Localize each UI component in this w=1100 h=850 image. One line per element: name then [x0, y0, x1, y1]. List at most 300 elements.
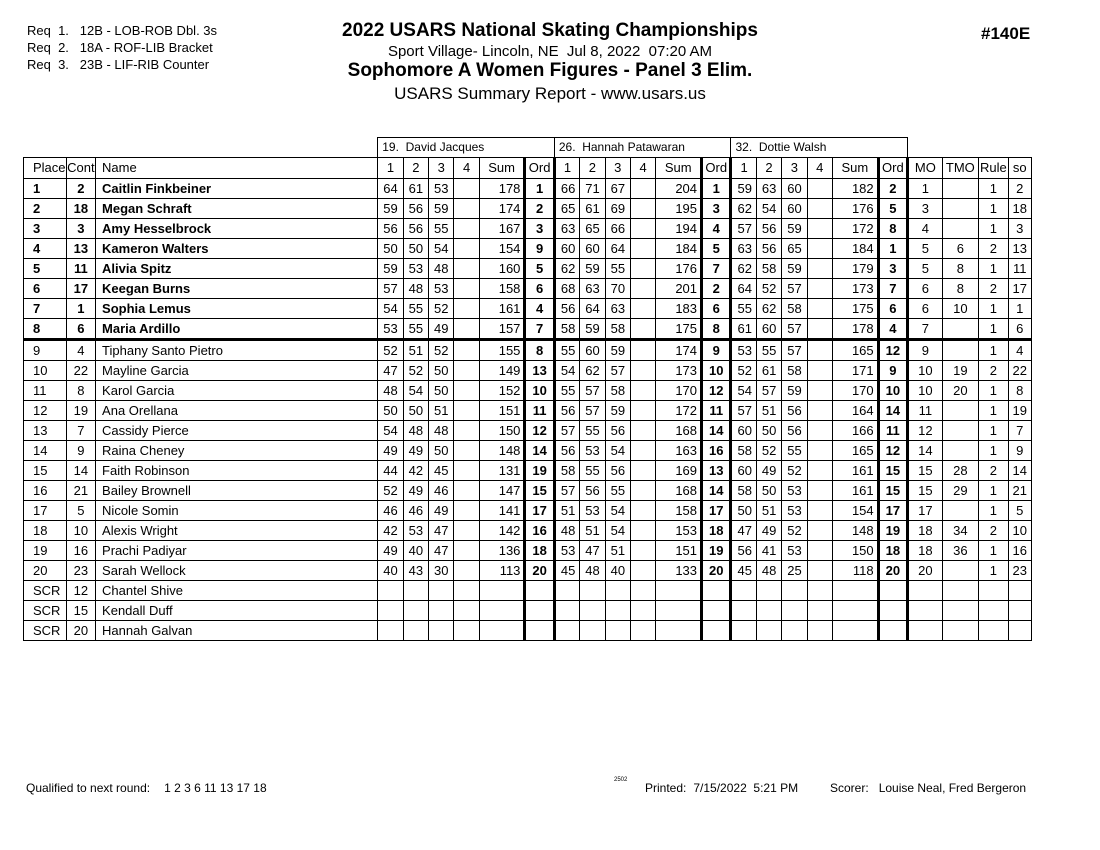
place-cell: 3 — [24, 218, 67, 238]
score-cell: 42 — [403, 460, 428, 480]
score-cell: 53 — [580, 440, 605, 460]
judge-sub-header-cell: 4 — [630, 157, 655, 178]
score-cell: 55 — [756, 339, 781, 360]
ord-cell — [525, 580, 554, 600]
score-cell — [630, 360, 655, 380]
score-cell: 71 — [580, 178, 605, 198]
place-cell: SCR — [24, 580, 67, 600]
score-cell — [454, 440, 479, 460]
table-row — [24, 580, 1032, 600]
score-cell — [378, 620, 403, 640]
score-cell: 49 — [403, 480, 428, 500]
rule-cell: 1 — [979, 218, 1008, 238]
table-row — [24, 520, 1032, 540]
score-cell — [403, 600, 428, 620]
page-title: 2022 USARS National Skating Championships — [342, 20, 758, 41]
score-cell: 58 — [554, 318, 579, 339]
score-cell: 56 — [554, 440, 579, 460]
mo-cell: 5 — [908, 238, 943, 258]
score-cell: 56 — [782, 400, 807, 420]
ord-cell: 6 — [878, 298, 907, 318]
score-cell: 46 — [378, 500, 403, 520]
mo-cell: 10 — [908, 380, 943, 400]
score-cell: 49 — [756, 460, 781, 480]
tmo-cell: 34 — [942, 520, 979, 540]
results-table — [23, 137, 1032, 641]
score-cell: 50 — [756, 480, 781, 500]
sum-cell: 176 — [832, 198, 878, 218]
sum-cell: 178 — [832, 318, 878, 339]
score-cell: 51 — [429, 400, 454, 420]
so-cell: 18 — [1008, 198, 1031, 218]
score-cell: 57 — [580, 400, 605, 420]
sum-cell: 153 — [656, 520, 702, 540]
score-cell: 53 — [782, 480, 807, 500]
tmo-cell: 28 — [942, 460, 979, 480]
score-cell: 59 — [429, 198, 454, 218]
contestant-number-cell: 3 — [66, 218, 95, 238]
sum-cell: 170 — [832, 380, 878, 400]
score-cell — [454, 298, 479, 318]
score-cell — [630, 298, 655, 318]
score-cell — [429, 600, 454, 620]
score-cell: 60 — [782, 178, 807, 198]
printed-label: Printed: — [645, 781, 687, 795]
rule-cell: 1 — [979, 560, 1008, 580]
score-cell — [454, 318, 479, 339]
score-cell: 49 — [403, 440, 428, 460]
score-cell — [630, 600, 655, 620]
score-cell: 49 — [378, 440, 403, 460]
score-cell — [454, 420, 479, 440]
tmo-cell — [942, 600, 979, 620]
score-cell: 52 — [429, 298, 454, 318]
score-cell: 53 — [429, 278, 454, 298]
mo-cell: 6 — [908, 298, 943, 318]
rule-cell: 1 — [979, 178, 1008, 198]
sum-cell: 131 — [479, 460, 525, 480]
score-cell: 48 — [378, 380, 403, 400]
tail-header-cell: MO — [908, 157, 943, 178]
score-cell — [403, 580, 428, 600]
contestant-number-cell: 18 — [66, 198, 95, 218]
sum-cell: 161 — [832, 460, 878, 480]
ord-cell: 10 — [525, 380, 554, 400]
score-cell — [554, 580, 579, 600]
contestant-number-cell: 16 — [66, 540, 95, 560]
score-cell: 62 — [756, 298, 781, 318]
score-cell: 45 — [554, 560, 579, 580]
score-cell — [630, 258, 655, 278]
judge-header-row — [24, 138, 1032, 158]
place-cell: 16 — [24, 480, 67, 500]
ord-cell — [878, 600, 907, 620]
score-cell — [807, 218, 832, 238]
score-cell: 59 — [580, 258, 605, 278]
mo-cell: 5 — [908, 258, 943, 278]
score-cell — [782, 600, 807, 620]
score-cell — [454, 198, 479, 218]
table-row — [24, 360, 1032, 380]
ord-cell: 7 — [878, 278, 907, 298]
judge-sub-header-cell: Sum — [479, 157, 525, 178]
score-cell: 49 — [429, 500, 454, 520]
place-header-cell: Place — [24, 157, 67, 178]
score-cell: 49 — [378, 540, 403, 560]
place-cell: 11 — [24, 380, 67, 400]
score-cell: 70 — [605, 278, 630, 298]
judge-sub-header-cell: 1 — [378, 157, 403, 178]
ord-cell: 5 — [878, 198, 907, 218]
score-cell — [807, 400, 832, 420]
contestant-number-cell: 1 — [66, 298, 95, 318]
sum-cell — [832, 620, 878, 640]
ord-cell: 6 — [525, 278, 554, 298]
score-cell — [454, 238, 479, 258]
judge-sub-header-cell: 1 — [554, 157, 579, 178]
score-cell: 49 — [429, 318, 454, 339]
score-cell — [807, 560, 832, 580]
score-cell: 52 — [429, 339, 454, 360]
mo-cell: 3 — [908, 198, 943, 218]
name-cell: Faith Robinson — [96, 460, 378, 480]
so-cell: 2 — [1008, 178, 1031, 198]
score-cell — [454, 580, 479, 600]
mo-cell: 15 — [908, 460, 943, 480]
score-cell: 66 — [605, 218, 630, 238]
judge-header-cell: 32. Dottie Walsh — [731, 138, 908, 158]
judge-row-spacer — [908, 138, 1032, 158]
score-cell: 53 — [378, 318, 403, 339]
sum-cell: 184 — [832, 238, 878, 258]
score-cell: 55 — [782, 440, 807, 460]
score-cell — [605, 580, 630, 600]
name-cell: Hannah Galvan — [96, 620, 378, 640]
score-cell — [807, 238, 832, 258]
mo-cell: 4 — [908, 218, 943, 238]
score-cell: 55 — [605, 480, 630, 500]
score-cell — [605, 600, 630, 620]
table-row — [24, 218, 1032, 238]
score-cell: 60 — [782, 198, 807, 218]
ord-cell: 1 — [878, 238, 907, 258]
scorer-label: Scorer: — [830, 781, 869, 795]
sum-cell: 163 — [656, 440, 702, 460]
mo-cell: 9 — [908, 339, 943, 360]
so-cell — [1008, 580, 1031, 600]
score-cell: 63 — [605, 298, 630, 318]
sum-cell: 165 — [832, 339, 878, 360]
score-cell: 46 — [403, 500, 428, 520]
score-cell: 54 — [605, 440, 630, 460]
table-row — [24, 198, 1032, 218]
score-cell: 58 — [731, 480, 756, 500]
contestant-number-cell: 6 — [66, 318, 95, 339]
ord-cell: 8 — [525, 339, 554, 360]
sum-cell: 157 — [479, 318, 525, 339]
score-cell — [630, 339, 655, 360]
sum-cell: 152 — [479, 380, 525, 400]
score-cell: 57 — [782, 339, 807, 360]
score-cell: 41 — [756, 540, 781, 560]
sum-cell: 118 — [832, 560, 878, 580]
name-cell: Sophia Lemus — [96, 298, 378, 318]
score-cell: 47 — [429, 540, 454, 560]
event-number: #140E — [981, 24, 1031, 43]
sum-cell: 160 — [479, 258, 525, 278]
score-cell: 54 — [429, 238, 454, 258]
score-cell: 68 — [554, 278, 579, 298]
sum-cell: 136 — [479, 540, 525, 560]
score-cell — [429, 580, 454, 600]
name-cell: Cassidy Pierce — [96, 420, 378, 440]
judge-sub-header-cell: 3 — [782, 157, 807, 178]
tmo-cell — [942, 178, 979, 198]
score-cell: 58 — [605, 380, 630, 400]
judge-sub-header-cell: Sum — [832, 157, 878, 178]
score-cell: 65 — [554, 198, 579, 218]
score-cell: 55 — [731, 298, 756, 318]
score-cell: 55 — [554, 380, 579, 400]
sum-cell: 167 — [479, 218, 525, 238]
contestant-number-cell: 20 — [66, 620, 95, 640]
sum-cell: 176 — [656, 258, 702, 278]
tmo-cell — [942, 560, 979, 580]
ord-cell: 8 — [702, 318, 731, 339]
tmo-cell — [942, 400, 979, 420]
sum-cell: 175 — [656, 318, 702, 339]
score-cell: 47 — [580, 540, 605, 560]
contestant-number-cell: 14 — [66, 460, 95, 480]
sum-cell: 166 — [832, 420, 878, 440]
score-cell — [630, 178, 655, 198]
table-row — [24, 400, 1032, 420]
requirement-item: Req 3. 23B - LIF-RIB Counter — [27, 57, 210, 72]
sum-cell: 178 — [479, 178, 525, 198]
judge-sub-header-cell: 3 — [429, 157, 454, 178]
ord-cell: 9 — [702, 339, 731, 360]
sum-cell: 175 — [832, 298, 878, 318]
score-cell: 64 — [378, 178, 403, 198]
score-cell: 48 — [580, 560, 605, 580]
score-cell: 62 — [731, 198, 756, 218]
judge-sub-header-cell: 4 — [807, 157, 832, 178]
score-cell: 50 — [429, 440, 454, 460]
sum-cell — [479, 600, 525, 620]
tmo-cell: 19 — [942, 360, 979, 380]
table-row — [24, 298, 1032, 318]
score-cell — [807, 360, 832, 380]
rule-cell — [979, 600, 1008, 620]
name-cell: Nicole Somin — [96, 500, 378, 520]
score-cell — [454, 560, 479, 580]
score-cell: 58 — [782, 360, 807, 380]
sum-cell: 173 — [832, 278, 878, 298]
requirement-item: Req 2. 18A - ROF-LIB Bracket — [27, 40, 213, 55]
so-cell: 16 — [1008, 540, 1031, 560]
place-cell: 5 — [24, 258, 67, 278]
ord-cell: 17 — [878, 500, 907, 520]
table-row — [24, 460, 1032, 480]
score-cell — [454, 540, 479, 560]
ord-cell — [702, 600, 731, 620]
sum-cell: 154 — [479, 238, 525, 258]
table-row — [24, 258, 1032, 278]
judge-sub-header-cell: 2 — [580, 157, 605, 178]
sum-cell: 194 — [656, 218, 702, 238]
judge-sub-header-cell: 2 — [403, 157, 428, 178]
ord-cell: 15 — [878, 460, 907, 480]
score-cell — [454, 620, 479, 640]
tmo-cell: 29 — [942, 480, 979, 500]
score-cell: 40 — [605, 560, 630, 580]
contestant-number-cell: 17 — [66, 278, 95, 298]
contestant-number-cell: 15 — [66, 600, 95, 620]
name-cell: Mayline Garcia — [96, 360, 378, 380]
sum-cell: 195 — [656, 198, 702, 218]
score-cell — [756, 620, 781, 640]
ord-cell: 6 — [702, 298, 731, 318]
score-cell: 55 — [580, 460, 605, 480]
score-cell — [630, 540, 655, 560]
score-cell — [756, 600, 781, 620]
score-cell — [630, 380, 655, 400]
score-cell: 53 — [403, 258, 428, 278]
so-cell: 23 — [1008, 560, 1031, 580]
score-cell: 42 — [378, 520, 403, 540]
contestant-number-cell: 2 — [66, 178, 95, 198]
place-cell: 12 — [24, 400, 67, 420]
ord-cell: 5 — [702, 238, 731, 258]
rule-cell: 1 — [979, 380, 1008, 400]
score-cell: 58 — [554, 460, 579, 480]
score-cell: 53 — [429, 178, 454, 198]
score-cell: 55 — [429, 218, 454, 238]
score-cell: 52 — [403, 360, 428, 380]
tmo-cell — [942, 580, 979, 600]
score-cell: 56 — [756, 238, 781, 258]
rule-cell: 1 — [979, 540, 1008, 560]
ord-cell: 12 — [525, 420, 554, 440]
score-cell — [807, 380, 832, 400]
score-cell: 53 — [782, 500, 807, 520]
mo-cell: 14 — [908, 440, 943, 460]
rule-cell: 2 — [979, 238, 1008, 258]
score-cell: 50 — [403, 400, 428, 420]
ord-cell: 3 — [702, 198, 731, 218]
score-cell: 65 — [580, 218, 605, 238]
score-cell: 48 — [429, 258, 454, 278]
judge-sub-header-cell: Ord — [878, 157, 907, 178]
score-cell — [807, 178, 832, 198]
score-cell — [580, 620, 605, 640]
name-cell: Alivia Spitz — [96, 258, 378, 278]
mo-cell: 6 — [908, 278, 943, 298]
table-row — [24, 540, 1032, 560]
score-cell: 59 — [782, 218, 807, 238]
score-cell — [782, 620, 807, 640]
sum-cell: 133 — [656, 560, 702, 580]
sum-cell: 148 — [479, 440, 525, 460]
ord-cell: 11 — [525, 400, 554, 420]
score-cell — [756, 580, 781, 600]
score-cell: 56 — [403, 198, 428, 218]
qualified-label: Qualified to next round: — [26, 781, 151, 795]
score-cell — [580, 580, 605, 600]
score-cell: 59 — [605, 339, 630, 360]
score-cell: 60 — [756, 318, 781, 339]
contestant-number-cell: 8 — [66, 380, 95, 400]
sum-cell: 165 — [832, 440, 878, 460]
so-cell: 22 — [1008, 360, 1031, 380]
place-cell: 9 — [24, 339, 67, 360]
sum-cell: 183 — [656, 298, 702, 318]
name-cell: Amy Hesselbrock — [96, 218, 378, 238]
score-cell — [630, 238, 655, 258]
score-cell: 56 — [378, 218, 403, 238]
tmo-cell: 8 — [942, 278, 979, 298]
score-cell — [454, 258, 479, 278]
score-cell — [429, 620, 454, 640]
score-cell — [807, 298, 832, 318]
score-cell: 58 — [731, 440, 756, 460]
score-cell — [605, 620, 630, 640]
score-cell — [454, 400, 479, 420]
rule-cell: 1 — [979, 480, 1008, 500]
ord-cell: 11 — [878, 420, 907, 440]
sum-cell: 171 — [832, 360, 878, 380]
so-cell: 10 — [1008, 520, 1031, 540]
score-cell: 57 — [554, 480, 579, 500]
ord-cell: 9 — [878, 360, 907, 380]
score-cell: 61 — [731, 318, 756, 339]
score-cell: 58 — [782, 298, 807, 318]
ord-cell: 4 — [878, 318, 907, 339]
score-cell: 60 — [554, 238, 579, 258]
ord-cell: 4 — [525, 298, 554, 318]
score-cell — [580, 600, 605, 620]
tail-header-cell: TMO — [942, 157, 979, 178]
score-cell: 48 — [756, 560, 781, 580]
so-cell: 6 — [1008, 318, 1031, 339]
score-cell: 55 — [403, 318, 428, 339]
sum-cell: 168 — [656, 420, 702, 440]
rule-cell: 1 — [979, 400, 1008, 420]
sum-cell — [479, 580, 525, 600]
sum-cell: 151 — [479, 400, 525, 420]
score-cell — [403, 620, 428, 640]
score-cell: 62 — [580, 360, 605, 380]
sum-cell: 147 — [479, 480, 525, 500]
print-code: 2502 — [614, 777, 628, 783]
score-cell: 54 — [378, 298, 403, 318]
rule-cell: 1 — [979, 198, 1008, 218]
rule-cell: 2 — [979, 520, 1008, 540]
score-cell: 53 — [554, 540, 579, 560]
ord-cell: 18 — [878, 540, 907, 560]
ord-cell — [525, 620, 554, 640]
sum-cell: 169 — [656, 460, 702, 480]
score-cell — [454, 460, 479, 480]
score-cell: 56 — [554, 400, 579, 420]
sum-cell: 172 — [656, 400, 702, 420]
score-cell: 57 — [378, 278, 403, 298]
place-cell: 14 — [24, 440, 67, 460]
sum-cell — [656, 600, 702, 620]
ord-cell: 3 — [878, 258, 907, 278]
name-cell: Maria Ardillo — [96, 318, 378, 339]
table-row — [24, 380, 1032, 400]
